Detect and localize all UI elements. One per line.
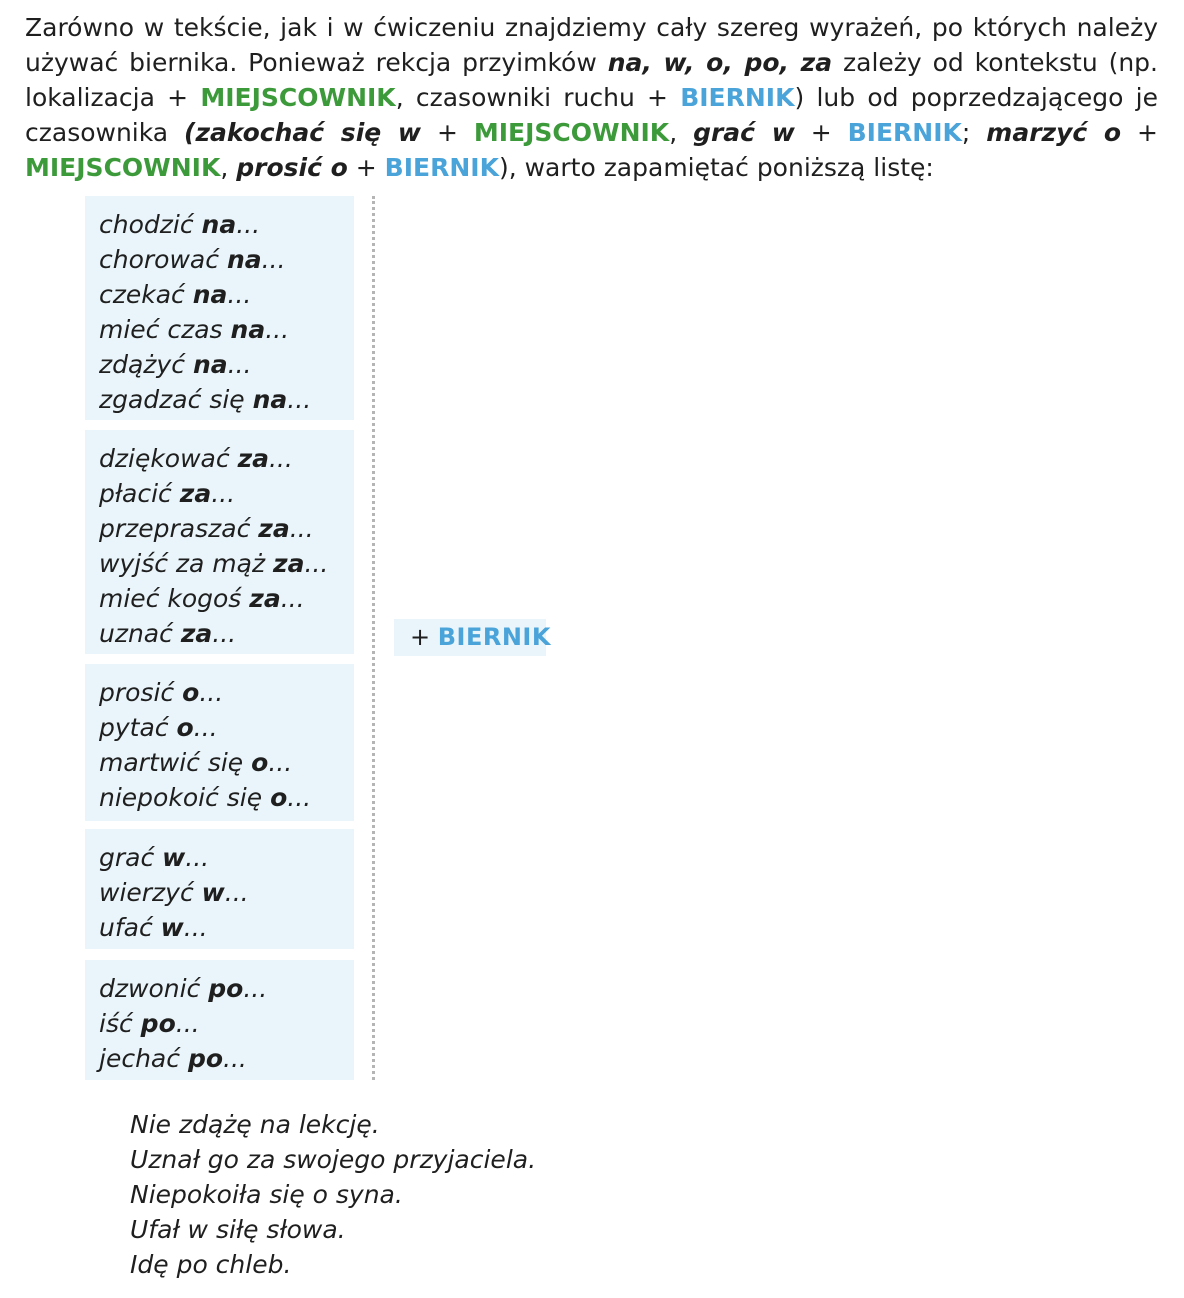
example-phrase: prosić o: [236, 153, 348, 182]
verb-line: chorować na...: [99, 245, 286, 274]
verb-line: mieć kogoś za...: [99, 584, 305, 613]
intro-text: +: [421, 118, 474, 147]
intro-paragraph: [25, 10, 1158, 185]
verb-line: uznać za...: [99, 619, 237, 648]
case-label-biernik: BIERNIK: [680, 83, 795, 112]
verb-line: dziękować za...: [99, 444, 293, 473]
intro-text: zależy od kontekstu (np. lokalizacja +: [25, 48, 1158, 112]
intro-text: +: [347, 153, 385, 182]
verb-group-za: [85, 430, 354, 654]
example-sentence: Nie zdążę na lekcję.: [130, 1110, 380, 1139]
verb-line: dzwonić po...: [99, 974, 268, 1003]
verb-group-w: [85, 829, 354, 949]
verb-line: grać w...: [99, 843, 210, 872]
verb-line: przepraszać za...: [99, 514, 314, 543]
verb-line: czekać na...: [99, 280, 252, 309]
verb-line: chodzić na...: [99, 210, 261, 239]
intro-text: ,: [669, 118, 694, 147]
example-phrase: marzyć o: [986, 118, 1122, 147]
verb-line: ufać w...: [99, 913, 208, 942]
example-phrase: (zakochać się w: [184, 118, 422, 147]
verb-line: płacić za...: [99, 479, 236, 508]
case-label-biernik: BIERNIK: [384, 153, 499, 182]
case-label-biernik: BIERNIK: [847, 118, 962, 147]
example-sentence: Uznał go za swojego przyjaciela.: [130, 1145, 537, 1174]
verb-line: pytać o...: [99, 713, 218, 742]
case-label-miejscownik: MIEJSCOWNIK: [473, 118, 670, 147]
intro-text: +: [1121, 118, 1158, 147]
case-label-miejscownik: MIEJSCOWNIK: [25, 153, 221, 182]
verb-group-po: [85, 960, 354, 1080]
verb-line: wyjść za mąż za...: [99, 549, 329, 578]
biernik-label: BIERNIK: [437, 623, 551, 651]
example-sentence: Ufał w siłę słowa.: [130, 1215, 346, 1244]
plus-sign: +: [410, 623, 438, 651]
verb-line: iść po...: [99, 1009, 200, 1038]
intro-text: , czasowniki ruchu +: [395, 83, 681, 112]
case-label-miejscownik: MIEJSCOWNIK: [200, 83, 396, 112]
intro-text: Zarówno w tekście, jak i w ćwiczeniu znajdziemy cały szereg wyrażeń, po których należy używać biernika. Ponieważ rekcja przyimków: [25, 13, 1158, 77]
example-sentence: Niepokoiła się o syna.: [130, 1180, 403, 1209]
intro-text: ,: [220, 153, 237, 182]
verb-group-o: [85, 664, 354, 821]
verb-line: niepokoić się o...: [99, 783, 312, 812]
verb-line: martwić się o...: [99, 748, 293, 777]
verb-line: prosić o...: [99, 678, 224, 707]
dotted-divider: [372, 196, 375, 1080]
intro-text: ;: [961, 118, 987, 147]
intro-text: +: [794, 118, 848, 147]
verb-group-na: [85, 196, 354, 420]
intro-text: ) lub od poprzedzającego je czasownika: [25, 83, 1158, 147]
example-sentence: Idę po chleb.: [130, 1250, 292, 1279]
verb-line: wierzyć w...: [99, 878, 249, 907]
verb-line: mieć czas na...: [99, 315, 290, 344]
verb-line: jechać po...: [99, 1044, 247, 1073]
biernik-tag: [394, 619, 551, 656]
verb-line: zdążyć na...: [99, 350, 252, 379]
example-phrase: grać w: [693, 118, 795, 147]
verb-line: zgadzać się na...: [99, 385, 312, 414]
intro-prepositions: na, w, o, po, za: [607, 48, 833, 77]
intro-text: ), warto zapamiętać poniższą listę:: [498, 153, 934, 182]
example-sentences: [130, 1107, 536, 1282]
